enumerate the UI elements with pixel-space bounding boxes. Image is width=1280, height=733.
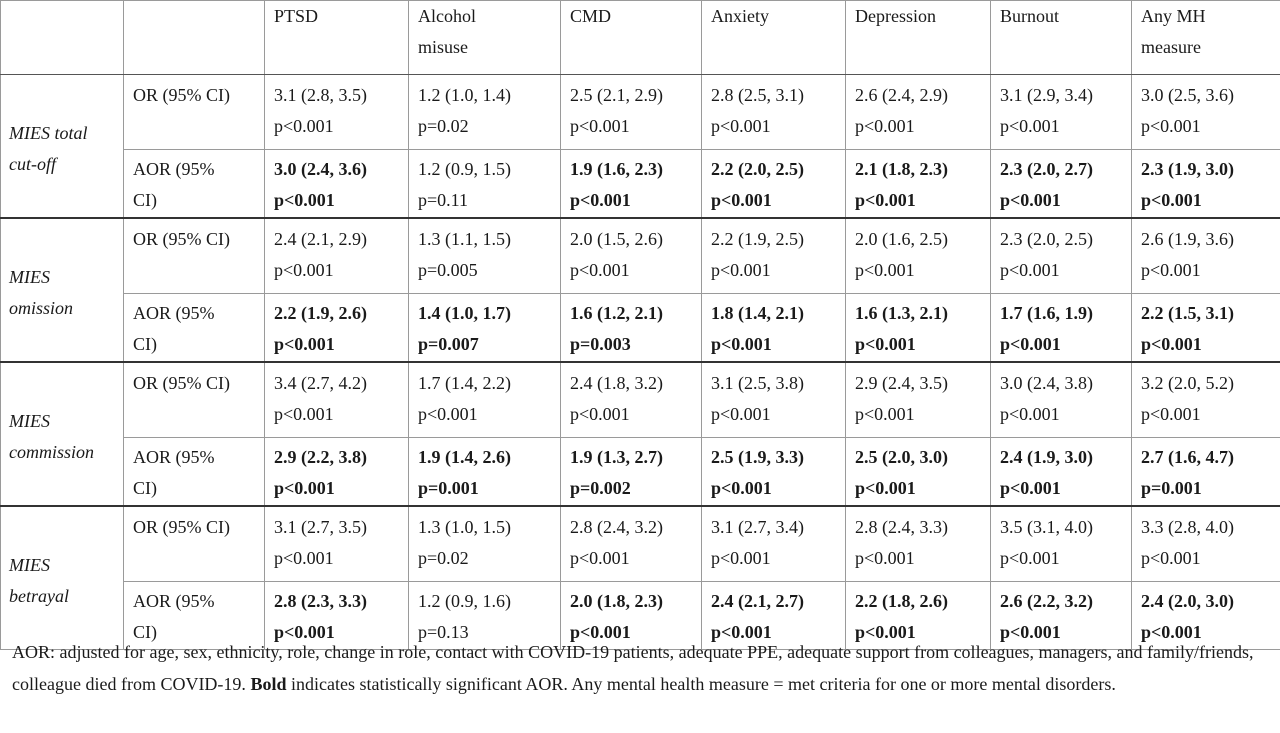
table-cell-or [265,506,409,582]
table-cell-or [409,218,561,294]
group-label-line: omission [9,297,74,318]
cell-line: p<0.001 [1000,260,1060,280]
cell-line: 3.1 (2.7, 3.4) [711,517,804,537]
cell-line: AOR (95% [133,303,215,323]
footnote-bold-word: Bold [250,674,287,694]
table-cell-aor [561,294,702,363]
group-label [1,218,124,362]
cell-line: 3.1 (2.8, 3.5) [274,85,367,105]
cell-line: CMD [570,6,612,26]
cell-line: 2.7 (1.6, 4.7) [1141,447,1234,467]
cell-line: p<0.001 [1000,622,1061,642]
cell-line: 3.4 (2.7, 4.2) [274,373,367,393]
cell-line: 1.2 (0.9, 1.6) [418,591,511,611]
cell-line: 3.2 (2.0, 5.2) [1141,373,1234,393]
cell-line: 2.3 (2.0, 2.5) [1000,229,1093,249]
cell-line: p<0.001 [711,548,771,568]
cell-line: 2.5 (1.9, 3.3) [711,447,804,467]
cell-line: 1.3 (1.0, 1.5) [418,517,511,537]
cell-line: CI) [133,478,157,498]
table-cell-or [561,362,702,438]
cell-line: 3.0 (2.5, 3.6) [1141,85,1234,105]
table-footnote [0,636,1274,700]
header-empty-group [1,1,124,75]
cell-line: 1.9 (1.3, 2.7) [570,447,663,467]
cell-line: p<0.001 [711,334,772,354]
table-cell-or [702,362,846,438]
table-cell-aor [846,294,991,363]
table-body [1,75,1280,650]
cell-line: p=0.007 [418,334,479,354]
table-cell-aor [702,438,846,507]
cell-line: 2.3 (1.9, 3.0) [1141,159,1234,179]
cell-line: p<0.001 [1141,334,1202,354]
table-cell-or [1132,506,1280,582]
table-cell-or [265,75,409,150]
table-cell-or [991,506,1132,582]
column-header [265,1,409,75]
table-cell-or [561,506,702,582]
cell-line: p<0.001 [570,260,630,280]
cell-line: p<0.001 [1000,548,1060,568]
or-label-text: OR (95% CI) [133,229,230,249]
cell-line: p=0.003 [570,334,631,354]
cell-line: p<0.001 [274,334,335,354]
column-header [409,1,561,75]
table-cell-or [991,75,1132,150]
column-header [846,1,991,75]
header-empty-stat [124,1,265,75]
cell-line: p<0.001 [274,548,334,568]
cell-line: p<0.001 [274,404,334,424]
cell-line: 1.9 (1.6, 2.3) [570,159,663,179]
cell-line: 1.7 (1.6, 1.9) [1000,303,1093,323]
cell-line: p<0.001 [570,548,630,568]
cell-line: p<0.001 [855,478,916,498]
cell-line: 2.0 (1.8, 2.3) [570,591,663,611]
cell-line: p<0.001 [274,622,335,642]
column-header [702,1,846,75]
table-cell-or [561,75,702,150]
table-cell-aor [991,294,1132,363]
header-row [1,1,1280,75]
table-cell-or [702,218,846,294]
group-label-line: betrayal [9,585,69,606]
or-label [124,75,265,150]
cell-line: p<0.001 [570,404,630,424]
cell-line: p<0.001 [1141,190,1202,210]
cell-line: 1.6 (1.3, 2.1) [855,303,948,323]
group-label-line: MIES [9,266,50,287]
cell-line: 2.2 (2.0, 2.5) [711,159,804,179]
table-cell-aor [409,150,561,219]
or-label-text: OR (95% CI) [133,85,230,105]
cell-line: 2.4 (2.1, 2.7) [711,591,804,611]
cell-line: 2.9 (2.4, 3.5) [855,373,948,393]
cell-line: 3.0 (2.4, 3.8) [1000,373,1093,393]
group-label-line: commission [9,441,94,462]
cell-line: p<0.001 [711,478,772,498]
cell-line: 2.2 (1.5, 3.1) [1141,303,1234,323]
table-cell-or [265,362,409,438]
cell-line: p<0.001 [570,116,630,136]
table-cell-or [1132,362,1280,438]
table-row-aor [1,150,1280,219]
cell-line: 1.4 (1.0, 1.7) [418,303,511,323]
cell-line: p<0.001 [855,404,915,424]
group-label-line: MIES [9,410,50,431]
cell-line: 2.0 (1.6, 2.5) [855,229,948,249]
table-row-or [1,75,1280,150]
table-cell-or [846,362,991,438]
cell-line: p<0.001 [711,622,772,642]
cell-line: p<0.001 [711,116,771,136]
cell-line: p=0.001 [1141,478,1202,498]
cell-line: 2.5 (2.1, 2.9) [570,85,663,105]
cell-line: p<0.001 [1141,404,1201,424]
cell-line: p<0.001 [274,478,335,498]
cell-line: 2.4 (2.1, 2.9) [274,229,367,249]
table-row-or [1,362,1280,438]
table-cell-aor [265,438,409,507]
cell-line: 3.3 (2.8, 4.0) [1141,517,1234,537]
cell-line: p=0.005 [418,260,478,280]
cell-line: p<0.001 [855,334,916,354]
aor-label [124,438,265,507]
table-cell-or [409,362,561,438]
cell-line: CI) [133,334,157,354]
cell-line: p<0.001 [1000,404,1060,424]
cell-line: 2.8 (2.4, 3.2) [570,517,663,537]
or-label [124,218,265,294]
table-row-or [1,506,1280,582]
cell-line: p<0.001 [855,190,916,210]
cell-line: p<0.001 [711,404,771,424]
cell-line: p<0.001 [274,116,334,136]
cell-line: 2.9 (2.2, 3.8) [274,447,367,467]
cell-line: p<0.001 [274,190,335,210]
cell-line: p<0.001 [855,548,915,568]
table-cell-aor [561,438,702,507]
group-label [1,75,124,219]
cell-line: p=0.02 [418,116,469,136]
cell-line: AOR (95% [133,447,215,467]
cell-line: 1.8 (1.4, 2.1) [711,303,804,323]
cell-line: AOR (95% [133,159,215,179]
cell-line: p<0.001 [1141,260,1201,280]
cell-line: 2.4 (2.0, 3.0) [1141,591,1234,611]
table-cell-or [991,362,1132,438]
cell-line: AOR (95% [133,591,215,611]
cell-line: 2.4 (1.9, 3.0) [1000,447,1093,467]
cell-line: 1.2 (0.9, 1.5) [418,159,511,179]
cell-line: PTSD [274,6,319,26]
group-label-line: MIES total [9,122,88,143]
cell-line: 2.0 (1.5, 2.6) [570,229,663,249]
cell-line: 2.8 (2.4, 3.3) [855,517,948,537]
cell-line: CI) [133,622,157,642]
table-cell-or [846,506,991,582]
table-cell-or [991,218,1132,294]
group-label [1,506,124,650]
cell-line: 2.6 (2.2, 3.2) [1000,591,1093,611]
cell-line: p<0.001 [1141,548,1201,568]
or-label [124,506,265,582]
table-cell-or [409,75,561,150]
cell-line: p=0.11 [418,190,468,210]
table-cell-or [409,506,561,582]
group-label-line: cut-off [9,153,56,174]
group-label-line: MIES [9,554,50,575]
cell-line: 2.8 (2.3, 3.3) [274,591,367,611]
or-label-text: OR (95% CI) [133,373,230,393]
cell-line: p<0.001 [1141,622,1202,642]
cell-line: 3.0 (2.4, 3.6) [274,159,367,179]
table-cell-aor [409,294,561,363]
cell-line: p<0.001 [1000,334,1061,354]
cell-line: 3.1 (2.5, 3.8) [711,373,804,393]
cell-line: Burnout [1000,6,1060,26]
table-cell-aor [265,150,409,219]
cell-line: p<0.001 [1000,478,1061,498]
cell-line: p<0.001 [1000,116,1060,136]
cell-line: 2.5 (2.0, 3.0) [855,447,948,467]
cell-line: 2.6 (2.4, 2.9) [855,85,948,105]
table-cell-or [1132,218,1280,294]
cell-line: 1.2 (1.0, 1.4) [418,85,511,105]
cell-line: Depression [855,6,936,26]
table-cell-aor [702,150,846,219]
cell-line: 3.5 (3.1, 4.0) [1000,517,1093,537]
table-cell-aor [265,294,409,363]
cell-line: measure [1141,37,1201,57]
table-cell-aor [409,438,561,507]
table-cell-or [702,75,846,150]
cell-line: p<0.001 [855,622,916,642]
cell-line: 1.7 (1.4, 2.2) [418,373,511,393]
cell-line: 2.8 (2.5, 3.1) [711,85,804,105]
table-row-aor [1,294,1280,363]
cell-line: 3.1 (2.9, 3.4) [1000,85,1093,105]
cell-line: 2.2 (1.9, 2.6) [274,303,367,323]
cell-line: p=0.002 [570,478,631,498]
cell-line: p<0.001 [711,260,771,280]
cell-line: 2.2 (1.9, 2.5) [711,229,804,249]
cell-line: 2.2 (1.8, 2.6) [855,591,948,611]
footnote-part1: AOR: adjusted for age, sex, ethnicity, role, change in role, contact with COVID-19 patients, adequate PPE, adequate support from colleagues, managers, and family/friends, colleague died from COVID-19. [12,642,1254,694]
table-cell-aor [1132,150,1280,219]
cell-line: p<0.001 [570,622,631,642]
cell-line: 1.6 (1.2, 2.1) [570,303,663,323]
or-label [124,362,265,438]
cell-line: 2.6 (1.9, 3.6) [1141,229,1234,249]
cell-line: p<0.001 [1141,116,1201,136]
cell-line: p<0.001 [855,260,915,280]
column-header [561,1,702,75]
table-cell-aor [702,294,846,363]
cell-line: Anxiety [711,6,769,26]
table-cell-or [702,506,846,582]
table-cell-or [1132,75,1280,150]
table-cell-or [561,218,702,294]
cell-line: p<0.001 [711,190,772,210]
table-cell-aor [1132,438,1280,507]
aor-label [124,294,265,363]
cell-line: Alcohol [418,6,476,26]
cell-line: p<0.001 [418,404,478,424]
cell-line: p=0.001 [418,478,479,498]
cell-line: p=0.13 [418,622,469,642]
table-cell-or [846,218,991,294]
table-cell-aor [846,438,991,507]
cell-line: p<0.001 [570,190,631,210]
cell-line: CI) [133,190,157,210]
footnote-part2: indicates statistically significant AOR. Any mental health measure = met criteria for one or more mental disorders. [286,674,1116,694]
cell-line: Any MH [1141,6,1206,26]
cell-line: p=0.02 [418,548,469,568]
cell-line: misuse [418,37,469,57]
table-cell-aor [561,150,702,219]
table-cell-aor [1132,294,1280,363]
table-cell-aor [991,438,1132,507]
aor-label [124,150,265,219]
cell-line: 2.1 (1.8, 2.3) [855,159,948,179]
cell-line: 1.9 (1.4, 2.6) [418,447,511,467]
or-label-text: OR (95% CI) [133,517,230,537]
table-cell-aor [991,150,1132,219]
group-label [1,362,124,506]
table-cell-aor [846,150,991,219]
cell-line: 1.3 (1.1, 1.5) [418,229,511,249]
table-row-aor [1,438,1280,507]
table-cell-or [846,75,991,150]
column-header [991,1,1132,75]
table-row-or [1,218,1280,294]
cell-line: p<0.001 [1000,190,1061,210]
cell-line: 2.3 (2.0, 2.7) [1000,159,1093,179]
cell-line: p<0.001 [274,260,334,280]
cell-line: p<0.001 [855,116,915,136]
table-cell-or [265,218,409,294]
cell-line: 2.4 (1.8, 3.2) [570,373,663,393]
column-header [1132,1,1280,75]
cell-line: 3.1 (2.7, 3.5) [274,517,367,537]
